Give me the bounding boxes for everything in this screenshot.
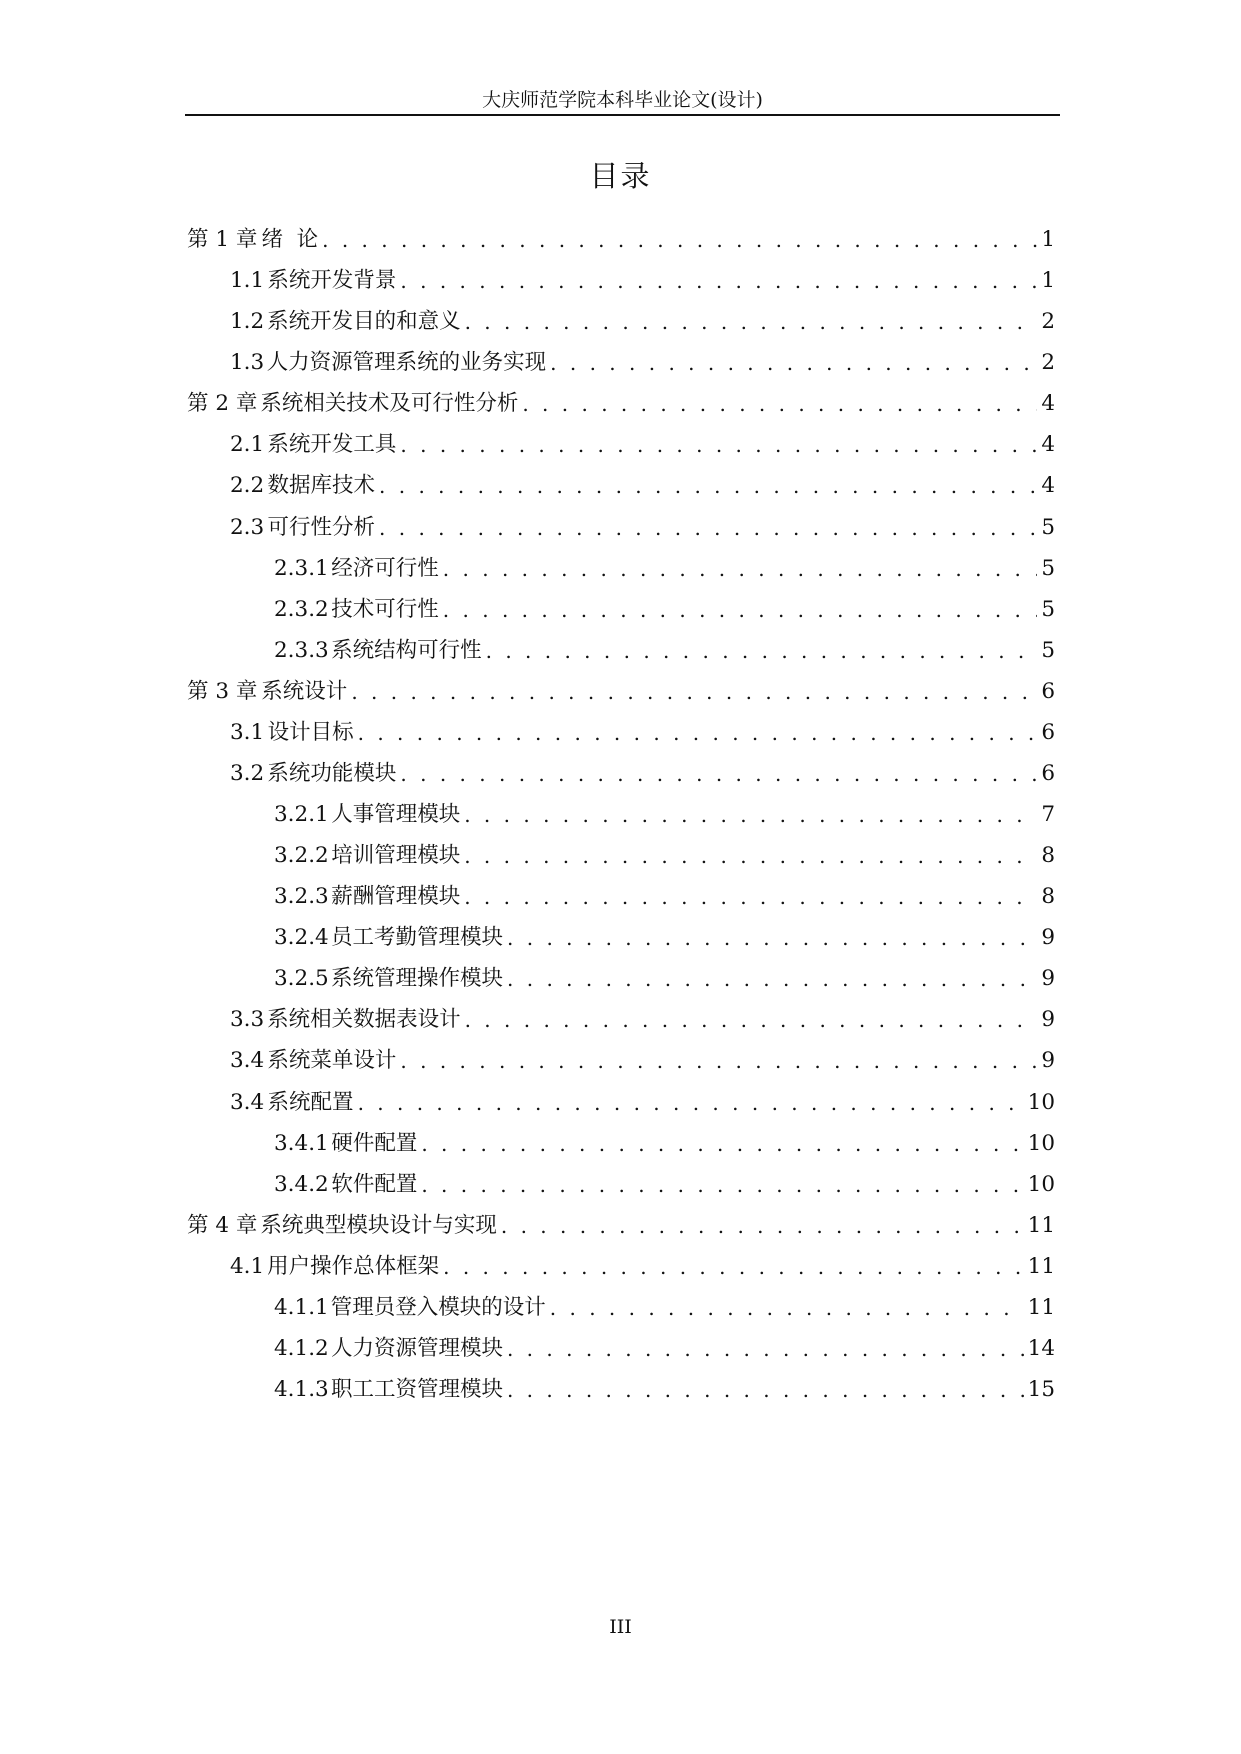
toc-entry-title: 可行性分析	[267, 514, 376, 540]
dot-leader	[443, 1250, 1024, 1284]
dot-leader	[358, 716, 1037, 750]
toc-entry-number: 3.2.1	[274, 802, 329, 827]
toc-entry-number: 1.2	[230, 309, 265, 335]
toc-entry-row	[187, 223, 1055, 257]
toc-entry-number: 第 2 章	[187, 391, 258, 417]
dot-leader	[400, 757, 1037, 791]
toc-entry-page: 11	[1027, 1212, 1055, 1238]
toc-entry[interactable]	[0, 716, 1241, 750]
toc-entry-page: 7	[1041, 802, 1055, 827]
dot-leader	[550, 1291, 1024, 1325]
toc-entry-page: 10	[1027, 1089, 1055, 1115]
toc-entry-title: 系统相关技术及可行性分析	[260, 391, 519, 417]
toc-entry-title: 经济可行性	[331, 555, 439, 581]
toc-entry[interactable]	[0, 1168, 1241, 1202]
toc-entry-number: 3.2.5	[274, 966, 329, 992]
toc-entry[interactable]	[0, 552, 1241, 586]
toc-entry-number: 第 4 章	[187, 1212, 258, 1238]
toc-entry-row	[230, 1250, 1055, 1284]
toc-entry-page: 4	[1041, 473, 1055, 499]
toc-entry-title: 系统菜单设计	[267, 1048, 397, 1074]
toc-entry-row	[274, 1373, 1055, 1407]
toc-entry[interactable]	[0, 428, 1241, 462]
toc-entry-page: 5	[1041, 555, 1055, 581]
toc-entry-row	[230, 346, 1055, 380]
toc-entry-page: 11	[1027, 1294, 1055, 1320]
dot-leader	[351, 675, 1037, 709]
toc-entry[interactable]	[0, 962, 1241, 996]
toc-entry[interactable]	[0, 1127, 1241, 1161]
toc-entry-row	[274, 593, 1055, 627]
toc-entry-title: 职工工资管理模块	[330, 1377, 503, 1402]
dot-leader	[486, 634, 1037, 668]
dot-leader	[443, 552, 1037, 586]
toc-entry-row	[274, 1168, 1055, 1202]
dot-leader	[421, 1168, 1023, 1202]
dot-leader	[400, 1044, 1037, 1078]
toc-entry-title: 管理员登入模块的设计	[330, 1294, 546, 1320]
toc-entry-number: 3.4.1	[274, 1130, 329, 1156]
toc-entry-row	[230, 305, 1055, 339]
toc-entry-page: 11	[1027, 1253, 1055, 1279]
toc-entry-row	[230, 757, 1055, 791]
dot-leader	[465, 305, 1037, 339]
toc-entry-number: 3.3	[230, 1007, 265, 1033]
dot-leader	[507, 1373, 1024, 1407]
toc-entry-page: 4	[1041, 391, 1055, 417]
toc-entry-title: 人力资源管理系统的业务实现	[266, 350, 547, 376]
toc-entry-title: 系统开发目的和意义	[267, 309, 461, 335]
toc-entry-title: 系统结构可行性	[331, 637, 482, 663]
toc-entry-title: 系统设计	[261, 678, 348, 704]
toc-entry-page: 5	[1041, 596, 1055, 622]
toc-entry-page: 10	[1027, 1130, 1055, 1156]
toc-entry-row	[187, 387, 1055, 421]
toc-entry[interactable]	[0, 1332, 1241, 1366]
toc-entry-row	[274, 1127, 1055, 1161]
toc-entry-number: 3.4.2	[274, 1171, 329, 1197]
toc-entry[interactable]	[0, 1250, 1241, 1284]
toc-entry-row	[274, 839, 1055, 873]
toc-entry-title: 薪酬管理模块	[331, 884, 461, 910]
dot-leader	[507, 921, 1037, 955]
toc-entry-page: 4	[1041, 432, 1055, 458]
toc-entry-row	[230, 1044, 1055, 1078]
toc-entry-number: 3.4	[230, 1089, 265, 1115]
toc-entry-row	[230, 1003, 1055, 1037]
dot-leader	[501, 1209, 1024, 1243]
toc-entry-number: 4.1.1	[274, 1294, 329, 1320]
toc-entry-row	[187, 1209, 1055, 1243]
toc-entry[interactable]	[0, 921, 1241, 955]
toc-entry-page: 9	[1041, 966, 1055, 992]
toc-entry-number: 4.1.2	[274, 1335, 329, 1361]
toc-entry[interactable]	[0, 757, 1241, 791]
toc-entry-title: 员工考勤管理模块	[331, 925, 504, 951]
toc-entry[interactable]	[0, 593, 1241, 627]
toc-entry-title: 系统典型模块设计与实现	[260, 1212, 497, 1238]
toc-entry-number: 1.1	[230, 268, 265, 294]
toc-entry-page: 9	[1041, 925, 1055, 951]
dot-leader	[550, 346, 1037, 380]
dot-leader	[379, 469, 1037, 503]
toc-entry-page: 5	[1041, 637, 1055, 663]
toc-entry-row	[230, 511, 1055, 545]
toc-entry[interactable]	[0, 1044, 1241, 1078]
dot-leader	[507, 1332, 1024, 1366]
toc-entry-number: 3.2.3	[274, 884, 329, 910]
toc-entry-title: 系统相关数据表设计	[267, 1007, 461, 1033]
toc-entry-number: 第 1 章	[187, 227, 258, 252]
toc-entry[interactable]	[0, 387, 1241, 421]
dot-leader	[358, 1086, 1024, 1120]
toc-entry-page: 2	[1041, 350, 1055, 376]
toc-entry[interactable]	[0, 346, 1241, 380]
toc-entry-page: 9	[1041, 1048, 1055, 1074]
dot-leader	[379, 511, 1037, 545]
toc-entry[interactable]	[0, 223, 1241, 257]
toc-entry-row	[274, 880, 1055, 914]
dot-leader	[507, 962, 1037, 996]
toc-entry-page: 15	[1027, 1377, 1055, 1402]
toc-entry-number: 3.1	[230, 719, 265, 745]
dot-leader	[522, 387, 1037, 421]
toc-entry-number: 4.1	[230, 1253, 265, 1279]
toc-entry[interactable]	[0, 839, 1241, 873]
toc-entry-title: 系统配置	[267, 1089, 354, 1115]
toc-entry-title: 设计目标	[267, 719, 354, 745]
toc-entry-page: 5	[1041, 514, 1055, 540]
toc-entry-title: 技术可行性	[331, 596, 439, 622]
toc-entry-title: 数据库技术	[267, 473, 376, 499]
toc-entry-page: 14	[1027, 1335, 1055, 1361]
toc-entry-number: 3.4	[230, 1048, 265, 1074]
dot-leader	[421, 1127, 1023, 1161]
toc-entry-row	[230, 716, 1055, 750]
toc-entry-title: 系统功能模块	[267, 760, 397, 786]
toc-entry-page: 1	[1041, 227, 1055, 252]
toc-entry[interactable]	[0, 634, 1241, 668]
toc-entry-page: 8	[1041, 884, 1055, 910]
dot-leader	[443, 593, 1037, 627]
toc-entry-page: 10	[1027, 1171, 1055, 1197]
toc-entry-number: 2.3.3	[274, 637, 329, 663]
toc-entry[interactable]	[0, 469, 1241, 503]
toc-entry-title: 培训管理模块	[331, 843, 461, 868]
toc-entry-number: 3.2	[230, 760, 265, 786]
toc-entry-number: 3.2.4	[274, 925, 329, 951]
page-number: III	[609, 1616, 632, 1638]
toc-entry[interactable]	[0, 798, 1241, 832]
toc-entry-row	[230, 264, 1055, 298]
toc-entry-title: 系统开发背景	[267, 268, 397, 294]
toc-entry-title: 系统开发工具	[267, 432, 397, 458]
toc-entry-number: 2.3.1	[274, 555, 329, 581]
toc-entry-title: 硬件配置	[331, 1130, 418, 1156]
toc-entry-number: 1.3	[230, 350, 265, 376]
toc-entry-row	[274, 634, 1055, 668]
toc-entry-title: 绪 论	[261, 227, 319, 252]
toc-entry-row	[274, 1332, 1055, 1366]
toc-entry[interactable]	[0, 264, 1241, 298]
toc-title: 目录	[589, 159, 652, 193]
toc-entry-page: 2	[1041, 309, 1055, 335]
toc-entry-number: 2.1	[230, 432, 265, 458]
toc-entry[interactable]	[0, 1373, 1241, 1407]
toc-entry-page: 6	[1041, 760, 1055, 786]
toc-entry-title: 系统管理操作模块	[331, 966, 504, 992]
toc-entry-title: 用户操作总体框架	[267, 1253, 440, 1279]
toc-entry-page: 1	[1041, 268, 1055, 294]
toc-entry-row	[230, 469, 1055, 503]
toc-entry[interactable]	[0, 1086, 1241, 1120]
toc-entry-title: 人力资源管理模块	[330, 1335, 503, 1361]
toc-entry[interactable]	[0, 675, 1241, 709]
toc-entry-number: 4.1.3	[274, 1377, 329, 1402]
toc-entry[interactable]	[0, 1209, 1241, 1243]
toc-entry-page: 6	[1041, 719, 1055, 745]
toc-entry-row	[274, 921, 1055, 955]
dot-leader	[322, 223, 1037, 257]
running-header: 大庆师范学院本科毕业论文(设计)	[482, 89, 763, 111]
dot-leader	[464, 839, 1037, 873]
toc-entry[interactable]	[0, 1291, 1241, 1325]
toc-entry-number: 2.3	[230, 514, 265, 540]
toc-entry[interactable]	[0, 880, 1241, 914]
toc-entry-number: 2.2	[230, 473, 265, 499]
toc-entry-row	[274, 798, 1055, 832]
dot-leader	[400, 428, 1037, 462]
dot-leader	[400, 264, 1037, 298]
toc-entry-page: 8	[1041, 843, 1055, 868]
toc-entry-number: 第 3 章	[187, 678, 258, 704]
toc-entry-number: 3.2.2	[274, 843, 329, 868]
toc-entry-row	[274, 962, 1055, 996]
dot-leader	[464, 880, 1037, 914]
toc-entry-number: 2.3.2	[274, 596, 329, 622]
dot-leader	[464, 798, 1037, 832]
toc-entry-row	[274, 552, 1055, 586]
toc-entry[interactable]	[0, 305, 1241, 339]
toc-entry[interactable]	[0, 1003, 1241, 1037]
toc-entry-row	[230, 1086, 1055, 1120]
toc-entry-row	[187, 675, 1055, 709]
toc-entry[interactable]	[0, 511, 1241, 545]
toc-entry-row	[230, 428, 1055, 462]
toc-entry-page: 6	[1041, 678, 1055, 704]
dot-leader	[465, 1003, 1037, 1037]
toc-entry-title: 软件配置	[331, 1171, 418, 1197]
toc-entry-title: 人事管理模块	[331, 802, 461, 827]
toc-entry-row	[274, 1291, 1055, 1325]
toc-entry-page: 9	[1041, 1007, 1055, 1033]
